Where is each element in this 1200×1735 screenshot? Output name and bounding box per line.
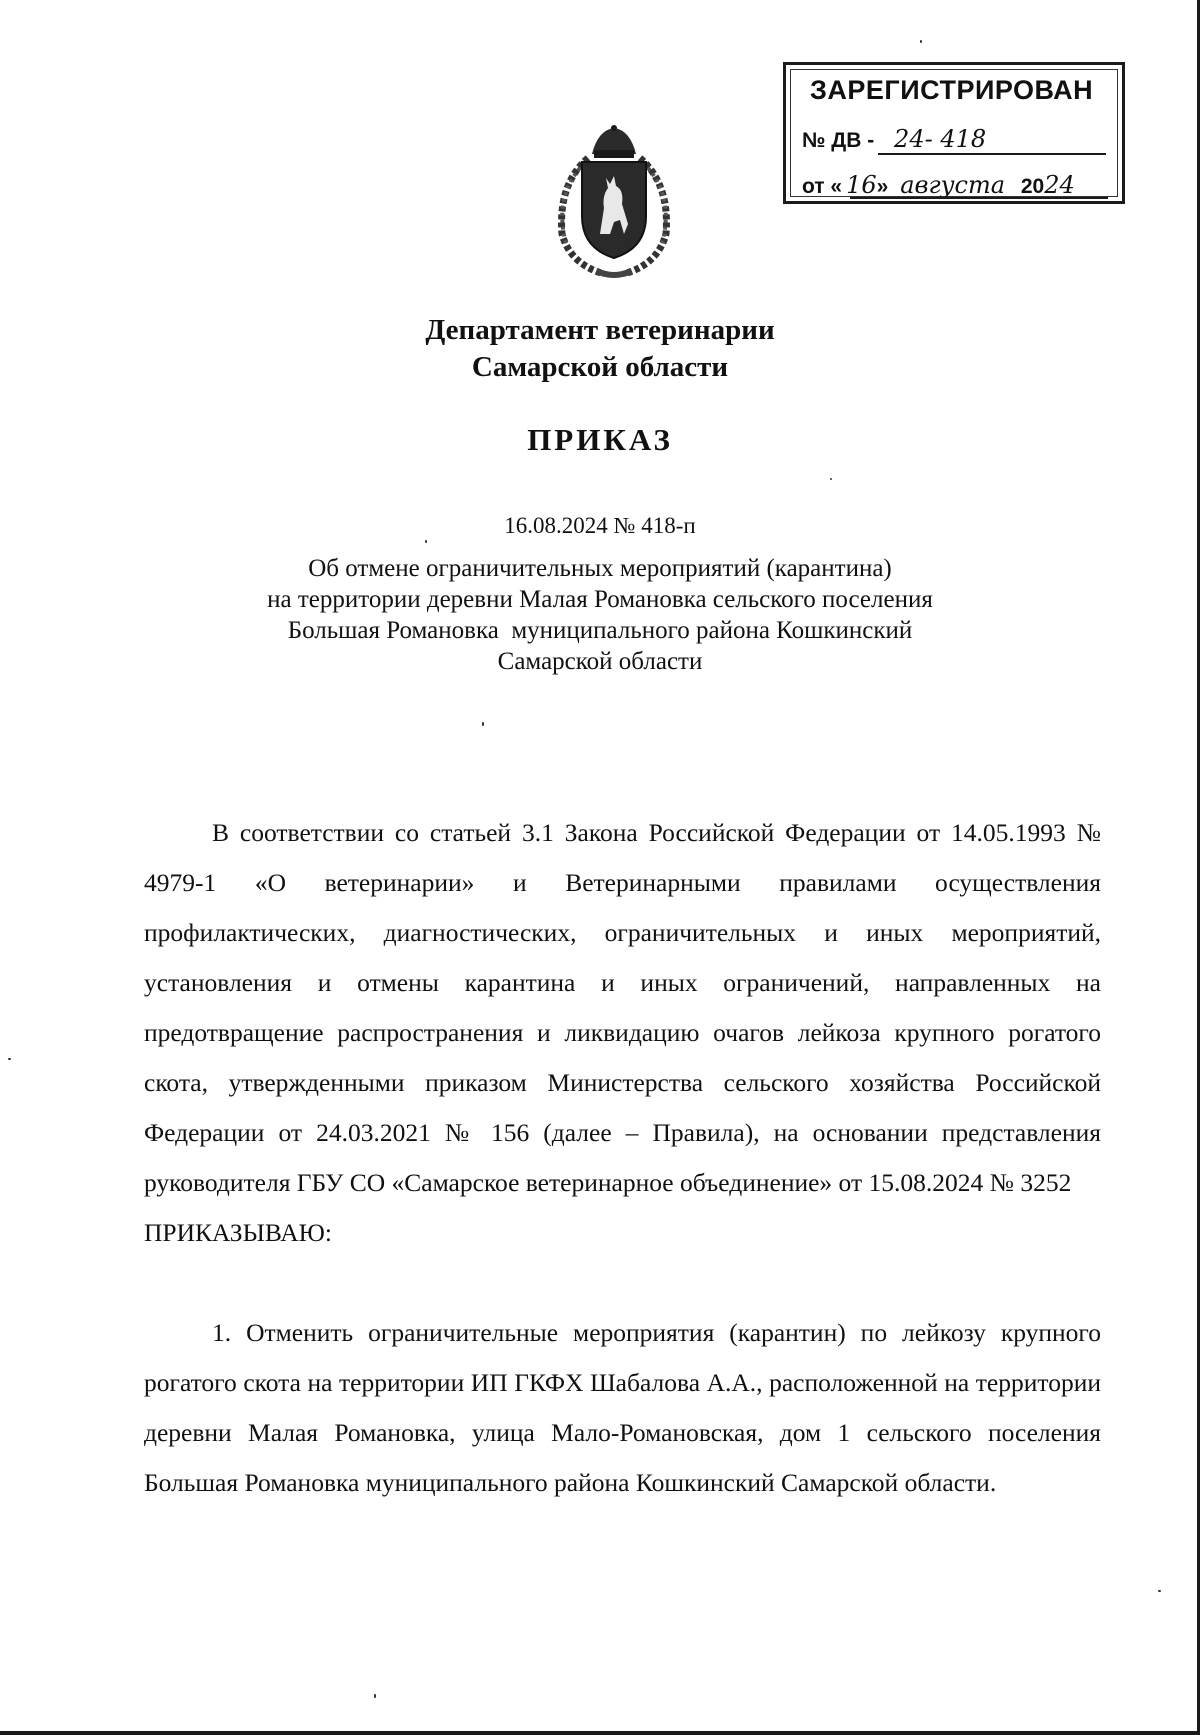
stamp-date-month: августа xyxy=(900,171,1006,199)
stamp-date-line xyxy=(802,171,1075,199)
registration-stamp xyxy=(783,62,1125,204)
scan-speck xyxy=(374,1694,376,1698)
subject-line-1: Об отмене ограничительных мероприятий (карантина) xyxy=(308,555,892,582)
stamp-number-line xyxy=(802,125,986,153)
department-line-2: Самарской области xyxy=(471,351,729,383)
stamp-date-prefix: от « xyxy=(802,175,843,198)
stamp-date-quote-close: » xyxy=(876,175,889,198)
subject-line-4: Самарской области xyxy=(497,648,703,675)
stamp-number-underline xyxy=(878,153,1106,155)
stamp-number-handwritten: 24- 418 xyxy=(894,125,987,153)
stamp-number-prefix: № ДВ - xyxy=(802,129,875,152)
order-item-1: 1. Отменить ограничительные мероприятия (карантин) по лейкозу крупного рогатого скота на территории ИП ГКФХ Шабалова А.А., расположенной на территории деревни Малая Романовка, улица Мало-Романовская, дом 1 сельского поселения Большая Романовка муниципального района Кошкинский Самарской области. xyxy=(144,1318,1101,1497)
scan-speck xyxy=(482,722,484,726)
stamp-date-day: 16 xyxy=(846,171,877,199)
stamp-year-prefix: 20 xyxy=(1020,175,1045,198)
preamble-text: В соответствии со статьей 3.1 Закона Российской Федерации от 14.05.1993 № 4979-1 «О ветеринарии» и Ветеринарными правилами осуществления профилактических, диагностических, ограничительных и иных мероприятий, установления и отмены карантина и иных ограничений, направленных на предотвращение распространения и ликвидацию очагов лейкоза крупного рогатого скота, утвержденными приказом Министерства сельского хозяйства Российской Федерации от 24.03.2021 № 156 (далее – Правила), на основании представления руководителя ГБУ СО «Самарское ветеринарное объединение» от 15.08.2024 № 3252 xyxy=(144,818,1101,1197)
stamp-year-handwritten: 24 xyxy=(1044,171,1075,199)
scan-speck xyxy=(830,478,832,480)
order-subject xyxy=(0,553,1200,677)
order-date-number: 16.08.2024 № 418-п xyxy=(504,513,696,538)
stamp-title: ЗАРЕГИСТРИРОВАН xyxy=(810,75,1094,105)
scan-speck xyxy=(1158,1590,1161,1592)
department-name xyxy=(0,312,1200,386)
subject-line-2: на территории деревни Малая Романовка сельского поселения xyxy=(267,586,933,613)
scan-speck xyxy=(920,40,922,43)
department-line-1: Департамент ветеринарии xyxy=(425,314,775,346)
document-type: ПРИКАЗ xyxy=(527,422,673,457)
scan-speck xyxy=(425,540,427,543)
scan-speck xyxy=(8,1058,11,1060)
subject-line-3: Большая Романовка муниципального района Кошкинский xyxy=(287,617,913,644)
scan-edge-bottom xyxy=(0,1731,1200,1735)
order-word: ПРИКАЗЫВАЮ: xyxy=(144,1218,332,1247)
coat-of-arms-emblem xyxy=(548,124,680,280)
preamble-paragraph xyxy=(144,808,1101,1258)
stamp-date-underline xyxy=(850,197,1108,199)
